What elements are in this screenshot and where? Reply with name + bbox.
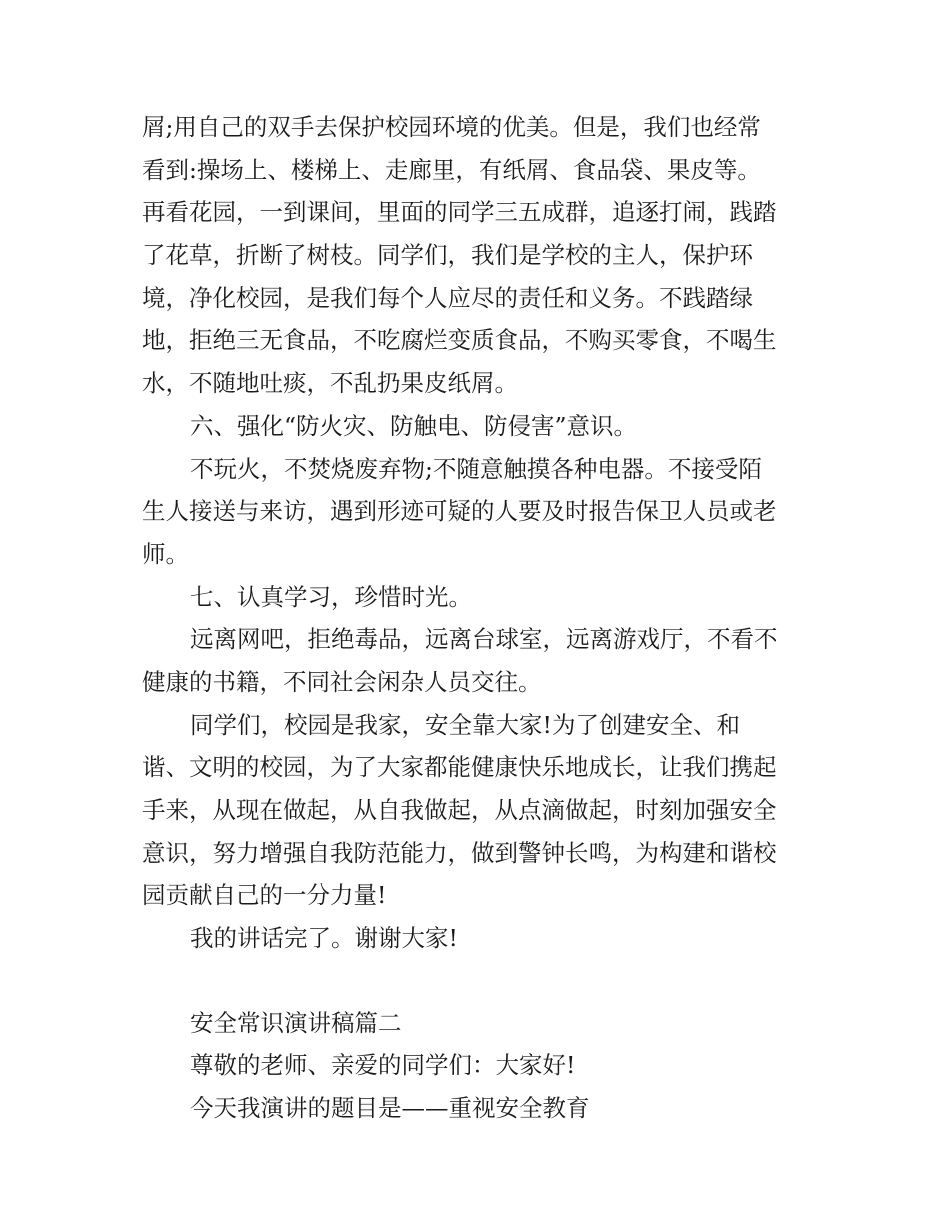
paragraph-line: 看到:操场上、楼梯上、走廊里，有纸屑、食品袋、果皮等。 (142, 155, 761, 184)
paragraph-line: 屑;用自己的双手去保护校园环境的优美。但是，我们也经常 (142, 113, 761, 141)
paragraph-line: 意识，努力增强自我防范能力，做到警钟长鸣，为构建和谐校 (142, 838, 777, 867)
closing-line: 我的讲话完了。谢谢大家! (190, 924, 458, 953)
paragraph-line: 地，拒绝三无食品，不吃腐烂变质食品，不购买零食，不喝生 (142, 326, 777, 355)
paragraph-line: 不玩火，不焚烧废弃物;不随意触摸各种电器。不接受陌 (190, 454, 762, 483)
paragraph-line: 同学们，校园是我家，安全靠大家!为了创建安全、和 (190, 710, 740, 739)
section-gap (142, 960, 814, 1002)
paragraph-line: 远离网吧，拒绝毒品，远离台球室，远离游戏厅，不看不 (190, 625, 778, 654)
greeting-line: 尊敬的老师、亲爱的同学们：大家好! (190, 1051, 576, 1080)
paragraph-line: 境，净化校园，是我们每个人应尽的责任和义务。不践踏绿 (142, 283, 753, 312)
paragraph-line: 手来，从现在做起，从自我做起，从点滴做起，时刻加强安全 (142, 796, 777, 824)
section-heading-six: 六、强化“防火灾、防触电、防侵害”意识。 (190, 411, 638, 440)
section-two-title: 安全常识演讲稿篇二 (190, 1008, 402, 1037)
paragraph-line: 了花草，折断了树枝。同学们，我们是学校的主人，保护环 (142, 241, 753, 270)
paragraph-line: 生人接送与来访，遇到形迹可疑的人要及时报告保卫人员或老 (142, 497, 777, 526)
paragraph-line: 健康的书籍，不同社会闲杂人员交往。 (142, 667, 542, 696)
paragraph-line: 再看花园，一到课间，里面的同学三五成群，追逐打闹，践踏 (142, 198, 777, 227)
paragraph-line: 师。 (142, 539, 189, 568)
section-heading-seven: 七、认真学习，珍惜时光。 (190, 582, 472, 611)
paragraph-line: 园贡献自己的一分力量! (142, 881, 387, 910)
document-body (142, 106, 814, 1130)
speech-topic-line: 今天我演讲的题目是——重视安全教育 (190, 1094, 590, 1123)
paragraph-line: 谐、文明的校园，为了大家都能健康快乐地成长，让我们携起 (142, 753, 777, 782)
paragraph-line: 水，不随地吐痰，不乱扔果皮纸屑。 (142, 369, 518, 398)
